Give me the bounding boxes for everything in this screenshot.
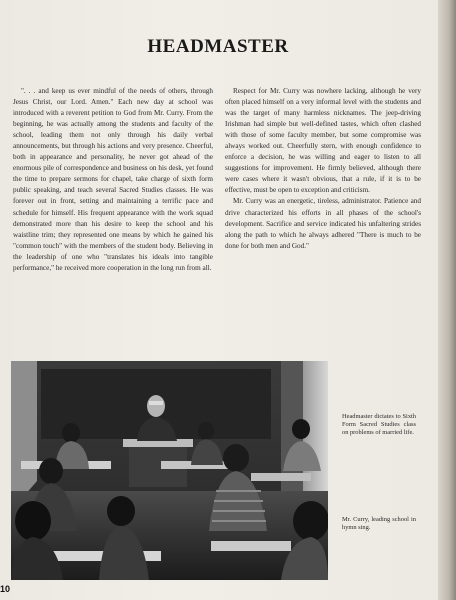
photo-caption-2: Mr. Curry, leading school in hymn sing. (342, 516, 416, 532)
article-paragraph: Mr. Curry was an energetic, tireless, administrator. Patience and drive characterized his efforts in all phases of the school's development. Sacrifice and service indicated his unfaltering strides along the path to which he always adhered "There is much to be done for both men and God." (225, 197, 421, 250)
page-number: 10 (0, 584, 11, 594)
article-right-column (225, 86, 421, 252)
article-paragraph: Respect for Mr. Curry was nowhere lacking, although he very often placed himself on a very informal level with the students and was the target of many harmless nicknames. The jeep-driving Irishman had simple but well-defined tastes, which often clashed with those of some faculty member, but some compromise was always worked out. Cheerfully stern, with enough confidence to enforce a decision, he was willing and eager to listen to all suggestions for improvement. He firmly believed, although there were cases where it wasn't obvious, that a rule, if it is to be effective, must be open to exception and criticism. (225, 87, 421, 195)
page-title: HEADMASTER (147, 36, 289, 57)
article-paragraph: ". . . and keep us ever mindful of the needs of others, through Jesus Christ, our Lord. Amen." Each new day at school was introduced with a reverent petition to God from Mr. Curry. From the beginning, he was actually among the students and faculty of the school, leading them not only through his daily verbal announcements, but through his actions and very presence. Cheerful, both in appearance and personality, he never got ahead of the enormous pile of correspondence and business on his desk, yet found the time to prepare sermons for chapel, take charge of sixth form public speaking, and teach several Sacred Studies classes. He was forever out in front, setting and maintaining a terrific pace and schedule for himself. His frequent appearance with the work squad demonstrated more than his desire to keep the school and his waistline trim; they represented one means by which he gained his "common touch" with the members of the student body. Believing in the leadership of one who "translates his ideals into tangible performance," he received more cooperation in the long run from all. (13, 87, 213, 272)
classroom-photo-image (11, 361, 328, 580)
page-edge (438, 0, 456, 600)
classroom-photo (11, 361, 328, 580)
article-left-column (13, 86, 213, 274)
photo-caption-1: Headmaster dictates to Sixth Form Sacred Studies class on problems of married life. (342, 413, 416, 437)
